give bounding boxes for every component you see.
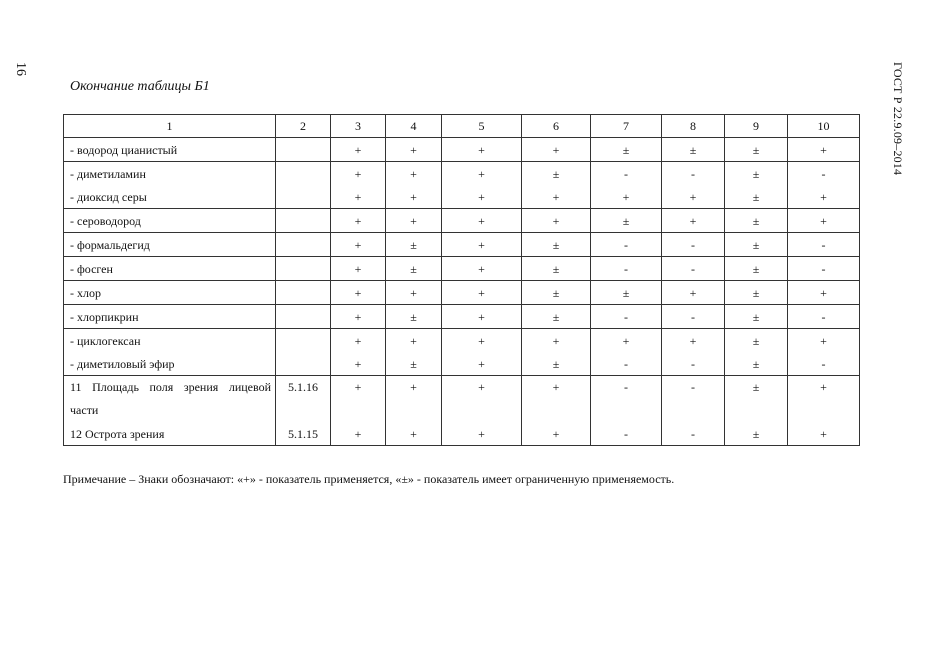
table-row xyxy=(64,329,860,353)
applicability-cell: ± xyxy=(725,376,788,423)
applicability-cell: ± xyxy=(591,138,662,162)
applicability-cell: + xyxy=(788,329,860,353)
applicability-cell: + xyxy=(331,352,386,376)
clause-ref-cell: 5.1.15 xyxy=(276,422,331,446)
applicability-cell: ± xyxy=(386,352,442,376)
applicability-cell: - xyxy=(591,352,662,376)
applicability-cell: - xyxy=(591,162,662,186)
clause-ref-cell: 5.1.16 xyxy=(276,376,331,423)
applicability-cell: + xyxy=(442,305,522,329)
table-row xyxy=(64,257,860,281)
applicability-cell: + xyxy=(331,185,386,209)
table-row xyxy=(64,376,860,423)
applicability-cell: - xyxy=(662,305,725,329)
applicability-cell: ± xyxy=(725,352,788,376)
gost-code: ГОСТ Р 22.9.09–2014 xyxy=(891,62,905,176)
applicability-cell: + xyxy=(331,329,386,353)
applicability-cell: + xyxy=(331,305,386,329)
table-row xyxy=(64,162,860,186)
applicability-cell: ± xyxy=(386,233,442,257)
header-cell: 2 xyxy=(276,115,331,138)
applicability-cell: + xyxy=(331,233,386,257)
table-row xyxy=(64,281,860,305)
indicator-name-cell: - водород цианистый xyxy=(64,138,276,162)
indicator-name-cell: 12 Острота зрения xyxy=(64,422,276,446)
applicability-cell: + xyxy=(386,162,442,186)
header-cell: 6 xyxy=(522,115,591,138)
indicator-name-cell: - сероводород xyxy=(64,209,276,233)
applicability-cell: + xyxy=(442,257,522,281)
header-cell: 3 xyxy=(331,115,386,138)
clause-ref-cell xyxy=(276,329,331,353)
clause-ref-cell xyxy=(276,209,331,233)
clause-ref-cell xyxy=(276,138,331,162)
header-cell: 10 xyxy=(788,115,860,138)
applicability-cell: + xyxy=(331,162,386,186)
applicability-cell: + xyxy=(788,138,860,162)
table-row xyxy=(64,422,860,446)
header-cell: 9 xyxy=(725,115,788,138)
applicability-cell: + xyxy=(331,138,386,162)
table-note: Примечание – Знаки обозначают: «+» - показатель применяется, «±» - показатель имеет ограниченную применяемость. xyxy=(63,472,675,486)
applicability-cell: + xyxy=(386,185,442,209)
header-cell: 5 xyxy=(442,115,522,138)
indicator-name-cell: - диметиламин xyxy=(64,162,276,186)
applicability-cell: + xyxy=(442,352,522,376)
applicability-cell: + xyxy=(522,209,591,233)
table-row xyxy=(64,352,860,376)
applicability-cell: + xyxy=(386,329,442,353)
applicability-cell: + xyxy=(662,281,725,305)
applicability-cell: ± xyxy=(725,305,788,329)
applicability-cell: ± xyxy=(725,185,788,209)
applicability-cell: + xyxy=(662,329,725,353)
applicability-cell: ± xyxy=(725,233,788,257)
clause-ref-cell xyxy=(276,162,331,186)
table-row xyxy=(64,138,860,162)
applicability-cell: - xyxy=(591,305,662,329)
applicability-cell: ± xyxy=(522,305,591,329)
clause-ref-cell xyxy=(276,281,331,305)
applicability-cell: + xyxy=(522,138,591,162)
applicability-cell: - xyxy=(788,257,860,281)
clause-ref-cell xyxy=(276,185,331,209)
table-row xyxy=(64,305,860,329)
applicability-cell: ± xyxy=(522,233,591,257)
clause-ref-cell xyxy=(276,257,331,281)
applicability-cell: + xyxy=(591,185,662,209)
applicability-cell: - xyxy=(591,257,662,281)
applicability-cell: + xyxy=(591,329,662,353)
table-row xyxy=(64,233,860,257)
applicability-cell: - xyxy=(591,233,662,257)
spec-table xyxy=(63,114,860,446)
applicability-cell: - xyxy=(662,162,725,186)
clause-ref-cell xyxy=(276,305,331,329)
applicability-cell: - xyxy=(662,233,725,257)
applicability-cell: + xyxy=(442,329,522,353)
applicability-cell: + xyxy=(662,209,725,233)
applicability-cell: + xyxy=(331,422,386,446)
indicator-name-cell: - диметиловый эфир xyxy=(64,352,276,376)
indicator-name-cell: - диоксид серы xyxy=(64,185,276,209)
applicability-cell: - xyxy=(662,422,725,446)
applicability-cell: + xyxy=(788,422,860,446)
indicator-name-cell: - циклогексан xyxy=(64,329,276,353)
applicability-cell: + xyxy=(442,422,522,446)
indicator-name-cell: - формальдегид xyxy=(64,233,276,257)
applicability-cell: + xyxy=(386,138,442,162)
applicability-cell: + xyxy=(331,376,386,423)
applicability-cell: + xyxy=(442,185,522,209)
applicability-cell: ± xyxy=(386,305,442,329)
page-number: 16 xyxy=(13,62,28,76)
applicability-cell: + xyxy=(522,422,591,446)
applicability-cell: ± xyxy=(662,138,725,162)
applicability-cell: ± xyxy=(725,162,788,186)
applicability-cell: - xyxy=(662,257,725,281)
applicability-cell: - xyxy=(662,376,725,423)
applicability-cell: - xyxy=(591,422,662,446)
applicability-cell: + xyxy=(522,185,591,209)
applicability-cell: - xyxy=(591,376,662,423)
indicator-name-cell: 11 Площадь поля зрения лицевой части xyxy=(64,376,276,423)
table-row xyxy=(64,185,860,209)
applicability-cell: + xyxy=(442,138,522,162)
indicator-name-cell: - фосген xyxy=(64,257,276,281)
applicability-cell: ± xyxy=(725,209,788,233)
applicability-cell: ± xyxy=(386,257,442,281)
applicability-cell: ± xyxy=(725,281,788,305)
applicability-cell: + xyxy=(788,281,860,305)
applicability-cell: + xyxy=(331,209,386,233)
applicability-cell: - xyxy=(662,352,725,376)
applicability-cell: ± xyxy=(522,257,591,281)
applicability-cell: ± xyxy=(725,422,788,446)
table-body xyxy=(64,115,860,446)
applicability-cell: + xyxy=(442,376,522,423)
table-row xyxy=(64,209,860,233)
applicability-cell: + xyxy=(442,162,522,186)
applicability-cell: + xyxy=(331,257,386,281)
applicability-cell: + xyxy=(788,376,860,423)
clause-ref-cell xyxy=(276,352,331,376)
applicability-cell: ± xyxy=(591,281,662,305)
applicability-cell: + xyxy=(386,209,442,233)
applicability-cell: + xyxy=(386,376,442,423)
applicability-cell: - xyxy=(788,233,860,257)
header-cell: 4 xyxy=(386,115,442,138)
applicability-cell: ± xyxy=(725,138,788,162)
header-cell: 8 xyxy=(662,115,725,138)
applicability-cell: + xyxy=(386,281,442,305)
applicability-cell: + xyxy=(522,376,591,423)
table-caption: Окончание таблицы Б1 xyxy=(70,79,210,94)
indicator-name-cell: - хлор xyxy=(64,281,276,305)
applicability-cell: + xyxy=(331,281,386,305)
applicability-cell: ± xyxy=(591,209,662,233)
applicability-cell: + xyxy=(788,185,860,209)
applicability-cell: + xyxy=(788,209,860,233)
applicability-cell: - xyxy=(788,162,860,186)
applicability-cell: + xyxy=(442,281,522,305)
applicability-cell: + xyxy=(662,185,725,209)
applicability-cell: ± xyxy=(725,329,788,353)
applicability-cell: ± xyxy=(522,281,591,305)
header-cell: 7 xyxy=(591,115,662,138)
applicability-cell: - xyxy=(788,352,860,376)
applicability-cell: + xyxy=(442,209,522,233)
applicability-cell: ± xyxy=(725,257,788,281)
applicability-cell: - xyxy=(788,305,860,329)
applicability-cell: + xyxy=(522,329,591,353)
applicability-cell: ± xyxy=(522,162,591,186)
applicability-cell: + xyxy=(442,233,522,257)
indicator-name-cell: - хлорпикрин xyxy=(64,305,276,329)
clause-ref-cell xyxy=(276,233,331,257)
table-header-row xyxy=(64,115,860,138)
header-cell: 1 xyxy=(64,115,276,138)
applicability-cell: + xyxy=(386,422,442,446)
applicability-cell: ± xyxy=(522,352,591,376)
